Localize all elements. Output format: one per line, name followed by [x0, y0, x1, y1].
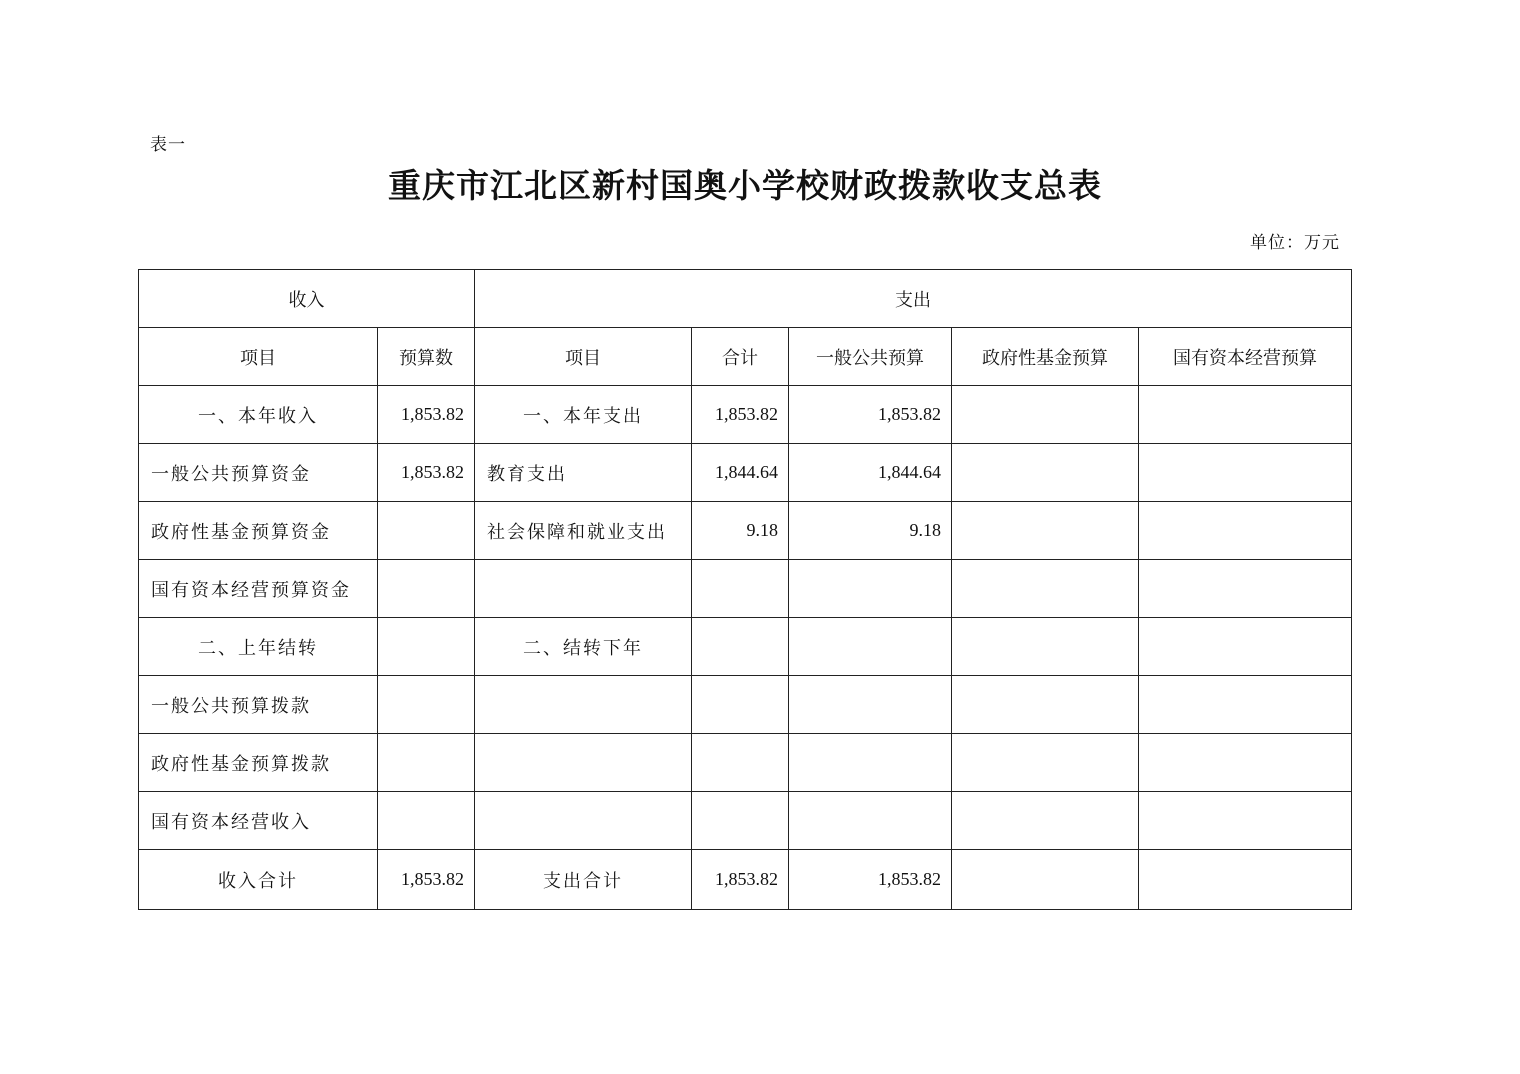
page-title: 重庆市江北区新村国奥小学校财政拨款收支总表: [388, 166, 1102, 205]
gov-fund-budget-cell: [952, 850, 1139, 910]
income-item-cell: 一、本年收入: [139, 386, 378, 444]
general-public-budget-cell: 1,844.64: [789, 444, 952, 502]
state-capital-budget-cell: [1139, 386, 1352, 444]
income-item-cell: 国有资本经营预算资金: [139, 560, 378, 618]
income-budget-header: 预算数: [378, 328, 475, 386]
total-cell: [692, 618, 789, 676]
state-capital-budget-cell: [1139, 850, 1352, 910]
gov-fund-budget-cell: [952, 560, 1139, 618]
gov-fund-budget-cell: [952, 676, 1139, 734]
gov-fund-budget-cell: [952, 792, 1139, 850]
general-public-budget-cell: [789, 676, 952, 734]
expend-item-cell: [475, 560, 692, 618]
general-public-budget-header: 一般公共预算: [789, 328, 952, 386]
income-item-cell: 一般公共预算拨款: [139, 676, 378, 734]
budget-table: [138, 269, 1352, 910]
income-budget-cell: 1,853.82: [378, 386, 475, 444]
gov-fund-budget-cell: [952, 502, 1139, 560]
total-cell: 1,844.64: [692, 444, 789, 502]
table-row: [139, 386, 1352, 444]
income-budget-cell: [378, 618, 475, 676]
general-public-budget-cell: 1,853.82: [789, 386, 952, 444]
state-capital-budget-cell: [1139, 734, 1352, 792]
total-cell: 1,853.82: [692, 850, 789, 910]
total-cell: [692, 792, 789, 850]
group-header-row: [139, 270, 1352, 328]
totals-row: [139, 850, 1352, 910]
expenditure-group-header: 支出: [475, 270, 1352, 328]
income-item-cell: 政府性基金预算资金: [139, 502, 378, 560]
general-public-budget-cell: [789, 734, 952, 792]
income-item-cell: 国有资本经营收入: [139, 792, 378, 850]
state-capital-budget-cell: [1139, 618, 1352, 676]
total-header: 合计: [692, 328, 789, 386]
gov-fund-budget-cell: [952, 444, 1139, 502]
expend-item-cell: 二、结转下年: [475, 618, 692, 676]
table-row: [139, 444, 1352, 502]
state-capital-budget-header: 国有资本经营预算: [1139, 328, 1352, 386]
income-budget-cell: [378, 502, 475, 560]
table-row: [139, 502, 1352, 560]
total-cell: [692, 560, 789, 618]
table-row: [139, 734, 1352, 792]
income-budget-cell: [378, 560, 475, 618]
gov-fund-budget-cell: [952, 386, 1139, 444]
total-cell: [692, 676, 789, 734]
income-budget-cell: [378, 734, 475, 792]
income-item-header: 项目: [139, 328, 378, 386]
state-capital-budget-cell: [1139, 502, 1352, 560]
table-row: [139, 560, 1352, 618]
total-cell: 1,853.82: [692, 386, 789, 444]
expend-item-cell: [475, 734, 692, 792]
income-total-label: 收入合计: [139, 850, 378, 910]
column-header-row: [139, 328, 1352, 386]
state-capital-budget-cell: [1139, 676, 1352, 734]
gov-fund-budget-cell: [952, 618, 1139, 676]
general-public-budget-cell: 9.18: [789, 502, 952, 560]
unit-label: 单位：万元: [1250, 233, 1340, 253]
income-budget-cell: [378, 676, 475, 734]
general-public-budget-cell: [789, 560, 952, 618]
general-public-budget-cell: [789, 618, 952, 676]
expend-item-cell: 一、本年支出: [475, 386, 692, 444]
expend-item-cell: 教育支出: [475, 444, 692, 502]
state-capital-budget-cell: [1139, 560, 1352, 618]
income-item-cell: 一般公共预算资金: [139, 444, 378, 502]
income-budget-cell: [378, 792, 475, 850]
table-row: [139, 618, 1352, 676]
total-cell: 9.18: [692, 502, 789, 560]
income-item-cell: 二、上年结转: [139, 618, 378, 676]
general-public-budget-cell: [789, 792, 952, 850]
state-capital-budget-cell: [1139, 792, 1352, 850]
expend-item-cell: [475, 676, 692, 734]
total-cell: [692, 734, 789, 792]
income-group-header: 收入: [139, 270, 475, 328]
expend-item-cell: [475, 792, 692, 850]
gov-fund-budget-cell: [952, 734, 1139, 792]
general-public-budget-cell: 1,853.82: [789, 850, 952, 910]
expend-total-label: 支出合计: [475, 850, 692, 910]
income-total-value: 1,853.82: [378, 850, 475, 910]
table-number-label: 表一: [150, 135, 186, 155]
state-capital-budget-cell: [1139, 444, 1352, 502]
table-row: [139, 676, 1352, 734]
income-item-cell: 政府性基金预算拨款: [139, 734, 378, 792]
income-budget-cell: 1,853.82: [378, 444, 475, 502]
table-row: [139, 792, 1352, 850]
expend-item-cell: 社会保障和就业支出: [475, 502, 692, 560]
gov-fund-budget-header: 政府性基金预算: [952, 328, 1139, 386]
expend-item-header: 项目: [475, 328, 692, 386]
